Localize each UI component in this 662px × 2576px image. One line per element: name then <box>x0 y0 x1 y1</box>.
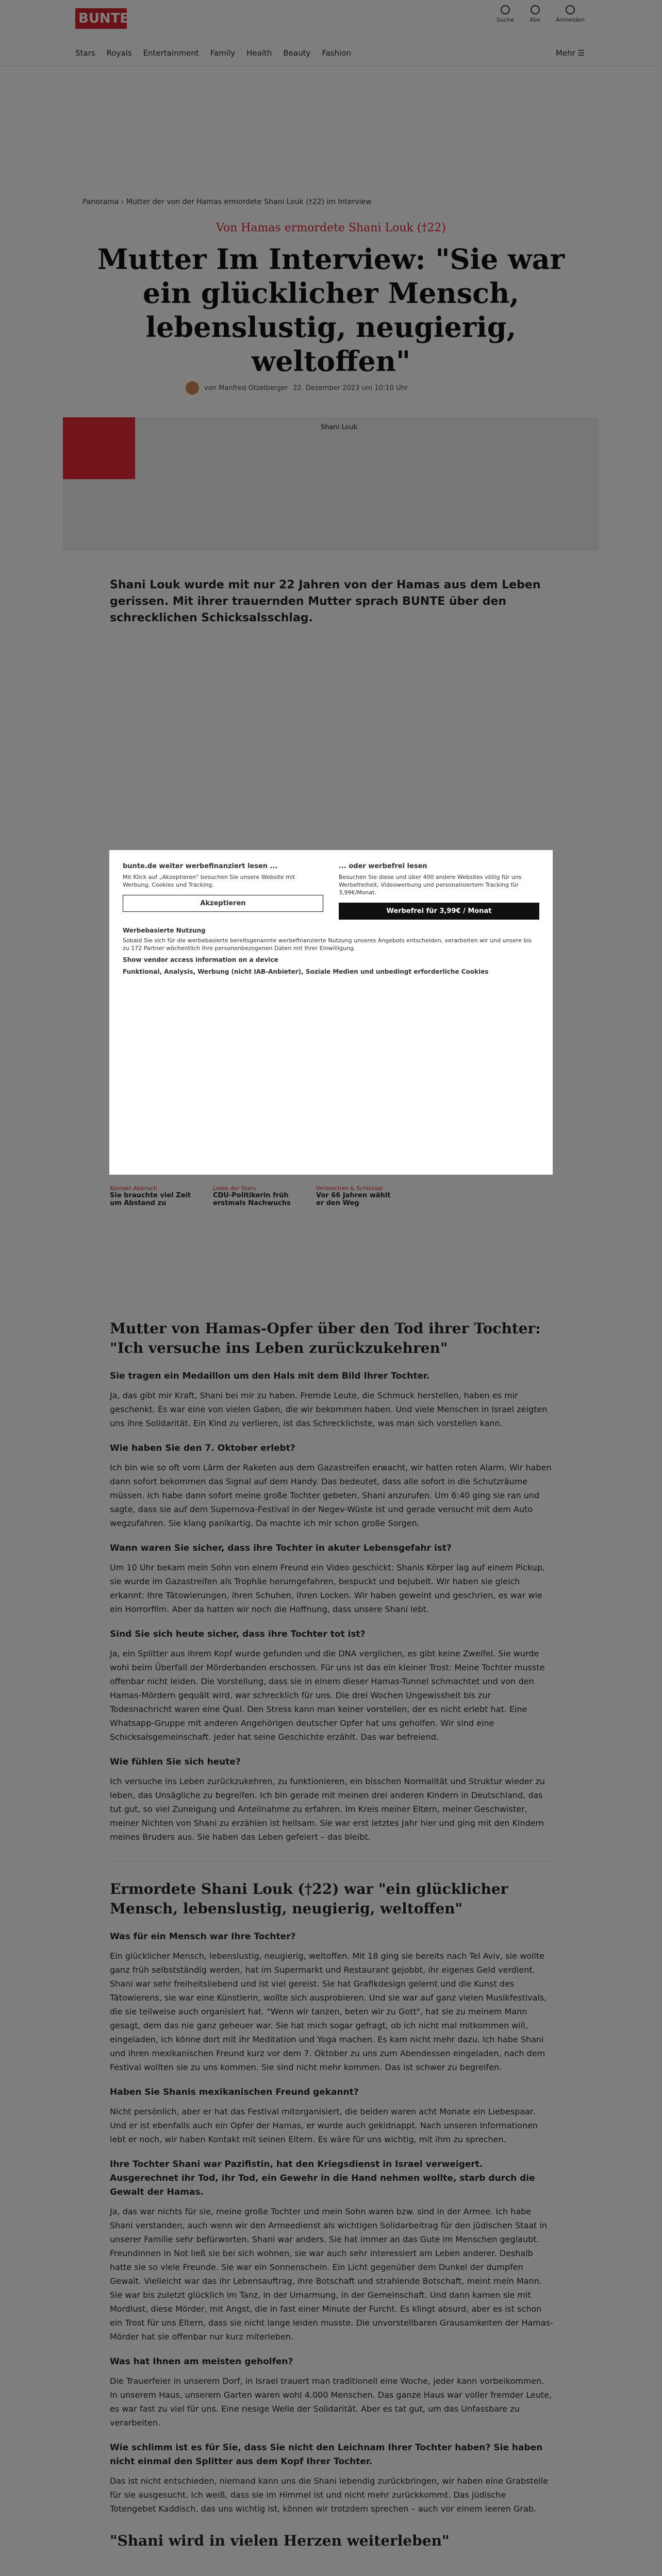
consent-purpose-text: Sobald Sie sich für die werbebasierte bereitsgenannte werbefinanzierte Nutzung unseres Angebots entscheiden, verarbeiten wir und unsere bis zu 172 Partner wöchentlich Ihre personenbezogenen Daten mit Ihrer Einwilligung. <box>123 937 532 952</box>
subscribe-button[interactable]: Werbefrei für 3,99€ / Monat <box>339 903 539 920</box>
consent-ad-text: Mit Klick auf „Akzeptieren" besuchen Sie unsere Website mit Werbung, Cookies und Tracking. <box>123 874 295 888</box>
consent-cookies-line: Funktional, Analysis, Werbung (nicht IAB-Anbieter), Soziale Medien und unbedingt erforderliche Cookies <box>123 968 489 975</box>
consent-adfree-title: ... oder werbefrei lesen <box>339 862 427 870</box>
accept-button[interactable]: Akzeptieren <box>123 895 323 912</box>
consent-purpose-title: Werbebasierte Nutzung <box>123 927 206 934</box>
consent-adfree-text: Besuchen Sie diese und über 400 andere Websites völlig für uns Werbefreiheit, Videowerbung und personalisiertem Tracking für 3,99€/Monat. <box>339 874 522 896</box>
consent-details <box>123 927 539 976</box>
consent-ad-title: bunte.de weiter werbefinanziert lesen ... <box>123 862 278 870</box>
consent-ad-column <box>123 862 323 920</box>
consent-adfree-column <box>339 862 539 920</box>
consent-dialog <box>109 850 553 1175</box>
vendor-info-link[interactable]: Show vendor access information on a device <box>123 956 278 963</box>
